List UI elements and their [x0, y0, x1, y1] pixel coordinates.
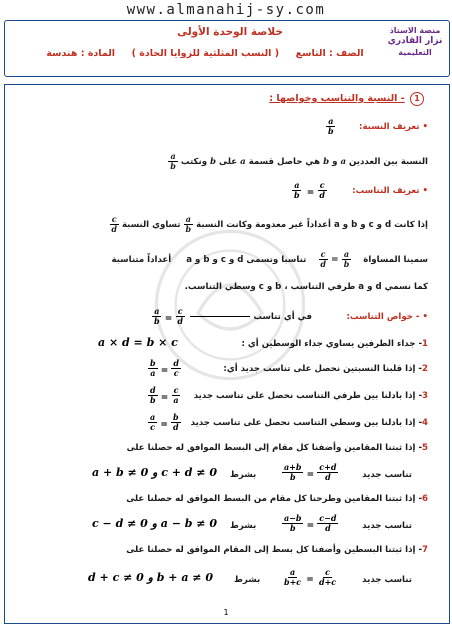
prop-text: إذا كانت d و c و b و a أعداداً غير معدومة وكانت النسبة: [196, 220, 428, 230]
grade-label: الصف : التاسع: [295, 48, 364, 59]
proportion-line-2: سمينا المساواة $\frac{a}{b}$ = $\frac{c}{d}$ تناسبا وتسمى d و c و b و a أعداداً متناسبة: [111, 249, 428, 269]
section-number: 1: [410, 92, 424, 106]
item-text: - إذا ثبتنا المقامين وطرحنا كل مقام من البسط الموافق له حصلنا على: [126, 494, 423, 504]
properties-label: • - خواص التناسب:: [346, 312, 428, 322]
property-item: [194, 391, 428, 401]
proportion-definition-label: • تعريف التناسب:: [352, 186, 428, 196]
prop-text: تساوي النسبة: [121, 220, 181, 230]
proportion-line-3: كما نسمي d و a طرفي التناسب ، b و c وسطي التناسب.: [184, 282, 428, 292]
properties-intro: [190, 312, 312, 322]
item-equation: $\frac{a-b}{b}$ = $\frac{c-d}{d}$: [284, 513, 337, 533]
ratio-text: ونكتب: [180, 157, 208, 167]
item-subtext: تناسب جديد: [362, 575, 412, 585]
ratio-sentence: [168, 152, 428, 171]
item-number: 2: [422, 364, 428, 374]
frac-den: b: [170, 161, 176, 171]
ratio-text: النسبة بين العددين: [349, 157, 428, 167]
item-condition: بشرط: [230, 521, 257, 531]
property-item: [191, 418, 428, 428]
frac-num: a: [170, 151, 176, 161]
item-text: - إذا ثبتنا البسطين وأضفنا كل بسط إلى المقام الموافق له حصلنا على: [126, 545, 423, 555]
property-item: [126, 494, 428, 504]
prop-text: تناسبا وتسمى d و c و b و a: [186, 255, 307, 265]
frac-den: b: [328, 126, 334, 136]
var-a: a: [340, 157, 347, 167]
ratio-inline-fraction: [168, 152, 178, 171]
logo-line: التعليمية: [398, 48, 432, 57]
section-title: - النسبة والتناسب وخواصها :: [269, 93, 405, 104]
var-a: a: [240, 157, 246, 167]
item-condition: بشرط: [234, 575, 261, 585]
item-subtext: تناسب جديد: [362, 521, 412, 531]
item-condition: بشرط: [230, 470, 257, 480]
item-number: 5: [422, 443, 428, 453]
logo-line: منصة الاستاذ: [389, 26, 441, 35]
properties-equation: $\frac{a}{b}$ = $\frac{c}{d}$: [154, 306, 183, 326]
item-number: 1: [422, 339, 428, 349]
and-word: و: [332, 157, 338, 167]
item-text: - إذا قلبنا النسبتين نحصل على تناسب جديد أي:: [223, 364, 423, 374]
item-equation: $\frac{d}{b}$ = $\frac{c}{a}$: [150, 385, 179, 405]
props-label-text: - خواص التناسب:: [346, 312, 420, 322]
var-b: b: [210, 157, 217, 167]
item-condition-equation: c − d ≠ 0 و a − b ≠ 0: [92, 517, 217, 530]
property-item: [223, 364, 428, 374]
item-number: 3: [422, 391, 428, 401]
ratio-definition-label: • تعريف النسبة:: [359, 122, 428, 132]
item-equation: $\frac{b}{a}$ = $\frac{d}{c}$: [150, 358, 179, 378]
item-equation: a × d = b × c: [98, 336, 178, 349]
ratio-text: على: [219, 157, 238, 167]
item-number: 7: [422, 545, 428, 555]
publisher-logo: [386, 25, 444, 58]
item-condition-equation: d + c ≠ 0 و b + a ≠ 0: [88, 571, 213, 584]
ratio-def-text: تعريف النسبة:: [359, 122, 420, 132]
proportion-equation: $\frac{a}{b}$ = $\frac{c}{d}$: [294, 180, 325, 200]
proportion-line-1: إذا كانت d و c و b و a أعداداً غير معدومة وكانت النسبة $\frac{a}{b}$ تساوي النسبة $\frac{c}{d}$: [111, 214, 428, 234]
item-text: - إذا بادلنا بين طرفي التناسب نحصل على تناسب جديد: [193, 391, 423, 401]
section-heading: [269, 92, 424, 106]
props-intro-text: في أي تناسب: [253, 312, 312, 322]
item-text: - إذا بادلنا بين وسطي التناسب نحصل على تناسب جديد: [190, 418, 423, 428]
prop-text: سمينا المساواة: [363, 255, 428, 265]
prop-text: أعداداً متناسبة: [111, 255, 172, 265]
frac-num: a: [328, 116, 334, 126]
prop-def-text: تعريف التناسب:: [352, 186, 420, 196]
property-item: [126, 545, 428, 555]
unit-label: ( النسب المثلثية للزوايا الحادة ): [131, 48, 280, 59]
ratio-fraction: [326, 116, 336, 136]
page-title: خلاصة الوحدة الأولى: [177, 26, 283, 38]
logo-line: نزار القادري: [387, 36, 443, 46]
item-text: - إذا ثبتنا المقامين وأضفنا كل مقام إلى البسط الموافق له حصلنا على: [126, 443, 423, 453]
item-equation: $\frac{a}{c}$ = $\frac{b}{d}$: [150, 412, 179, 432]
page-number: 1: [223, 608, 229, 617]
item-text: - جداء الطرفين يساوي جداء الوسطين أي :: [241, 339, 423, 349]
item-number: 4: [422, 418, 428, 428]
item-equation: $\frac{a+b}{b}$ = $\frac{c+d}{d}$: [284, 462, 337, 482]
item-subtext: تناسب جديد: [362, 470, 412, 480]
item-condition-equation: a + b ≠ 0 و c + d ≠ 0: [92, 466, 217, 479]
property-item: [241, 339, 428, 349]
ratio-text: هي حاصل قسمة: [248, 157, 321, 167]
property-item: [127, 443, 428, 453]
item-number: 6: [422, 494, 428, 504]
header-info: [30, 48, 380, 59]
site-url: www.almanahij-sy.com: [126, 2, 326, 18]
subject-label: المادة : هندسة: [46, 48, 116, 59]
var-b: b: [323, 157, 330, 167]
item-equation: $\frac{a}{b+c}$ = $\frac{c}{d+c}$: [284, 567, 337, 587]
